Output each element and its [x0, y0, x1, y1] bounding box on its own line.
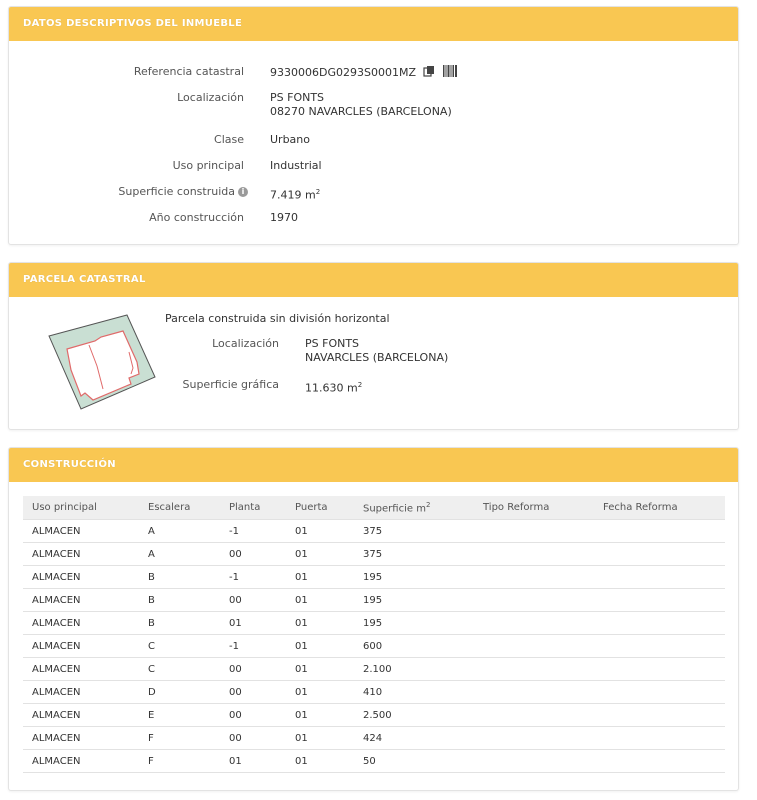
cell-planta: 00: [220, 543, 286, 566]
cell-uso-principal: ALMACEN: [23, 635, 139, 658]
table-row: [23, 566, 725, 589]
cell-uso-principal: ALMACEN: [23, 727, 139, 750]
cell-planta: 00: [220, 727, 286, 750]
cell-fecha-reforma: [594, 750, 725, 773]
cell-uso-principal: ALMACEN: [23, 589, 139, 612]
cell-puerta: 01: [286, 704, 354, 727]
cell-puerta: 01: [286, 566, 354, 589]
cell-uso-principal: ALMACEN: [23, 681, 139, 704]
construccion-table: [23, 496, 725, 773]
col-planta[interactable]: Planta: [220, 496, 286, 520]
parcela-descripcion: Parcela construida sin división horizontal: [165, 312, 390, 325]
col-superficie-unit: 2: [425, 500, 431, 509]
table-row: [23, 658, 725, 681]
table-row: [23, 543, 725, 566]
referencia-catastral-label: Referencia catastral: [133, 65, 244, 78]
clase-label: Clase: [214, 133, 244, 146]
cell-tipo-reforma: [474, 543, 594, 566]
superficie-construida-value: 7.419 m: [270, 188, 316, 202]
cell-uso-principal: ALMACEN: [23, 612, 139, 635]
cell-escalera: B: [139, 589, 220, 612]
parcela-localizacion-line2: NAVARCLES (BARCELONA): [305, 351, 449, 364]
cell-tipo-reforma: [474, 658, 594, 681]
cell-escalera: F: [139, 727, 220, 750]
col-escalera[interactable]: Escalera: [139, 496, 220, 520]
construccion-panel: [8, 447, 739, 791]
col-superficie[interactable]: [354, 496, 474, 520]
cell-escalera: B: [139, 566, 220, 589]
col-puerta[interactable]: Puerta: [286, 496, 354, 520]
cell-fecha-reforma: [594, 589, 725, 612]
cell-fecha-reforma: [594, 681, 725, 704]
cell-tipo-reforma: [474, 589, 594, 612]
cell-superficie: 375: [354, 520, 474, 543]
cell-escalera: A: [139, 543, 220, 566]
cell-puerta: 01: [286, 520, 354, 543]
cell-puerta: 01: [286, 750, 354, 773]
cell-tipo-reforma: [474, 566, 594, 589]
localizacion-line2: 08270 NAVARCLES (BARCELONA): [270, 105, 452, 118]
cell-planta: 00: [220, 658, 286, 681]
cell-uso-principal: ALMACEN: [23, 543, 139, 566]
table-row: [23, 727, 725, 750]
parcela-localizacion-label: Localización: [212, 337, 279, 350]
parcela-catastral-title: PARCELA CATASTRAL: [9, 263, 738, 297]
construccion-title: CONSTRUCCIÓN: [9, 448, 738, 482]
referencia-catastral-row: [270, 65, 457, 81]
anio-construccion-value: 1970: [270, 211, 298, 224]
cell-fecha-reforma: [594, 658, 725, 681]
cell-superficie: 424: [354, 727, 474, 750]
cell-planta: -1: [220, 520, 286, 543]
cell-planta: 01: [220, 750, 286, 773]
cell-planta: -1: [220, 566, 286, 589]
cell-escalera: B: [139, 612, 220, 635]
cell-superficie: 2.500: [354, 704, 474, 727]
table-row: [23, 520, 725, 543]
cell-superficie: 410: [354, 681, 474, 704]
col-tipo-reforma[interactable]: Tipo Reforma: [474, 496, 594, 520]
cell-superficie: 600: [354, 635, 474, 658]
datos-descriptivos-title: DATOS DESCRIPTIVOS DEL INMUEBLE: [9, 7, 738, 41]
table-header-row: [23, 496, 725, 520]
datos-descriptivos-panel: [8, 6, 739, 245]
table-row: [23, 612, 725, 635]
cell-escalera: A: [139, 520, 220, 543]
info-icon[interactable]: i: [238, 187, 248, 197]
cell-puerta: 01: [286, 635, 354, 658]
localizacion-label: Localización: [177, 91, 244, 104]
uso-principal-value: Industrial: [270, 159, 322, 172]
cell-superficie: 375: [354, 543, 474, 566]
cell-escalera: D: [139, 681, 220, 704]
cell-escalera: E: [139, 704, 220, 727]
cell-planta: -1: [220, 635, 286, 658]
cell-fecha-reforma: [594, 520, 725, 543]
table-row: [23, 635, 725, 658]
localizacion-line1: PS FONTS: [270, 91, 325, 104]
superficie-construida-value-row: [270, 185, 320, 203]
uso-principal-label: Uso principal: [172, 159, 244, 172]
cell-fecha-reforma: [594, 612, 725, 635]
superficie-construida-row-label: [118, 185, 248, 199]
cell-tipo-reforma: [474, 612, 594, 635]
cell-tipo-reforma: [474, 520, 594, 543]
table-row: [23, 704, 725, 727]
cell-planta: 00: [220, 681, 286, 704]
cell-escalera: C: [139, 635, 220, 658]
cell-tipo-reforma: [474, 727, 594, 750]
cell-puerta: 01: [286, 727, 354, 750]
cell-puerta: 01: [286, 612, 354, 635]
parcel-map[interactable]: [45, 312, 161, 412]
superficie-construida-unit: 2: [315, 188, 321, 196]
col-uso-principal[interactable]: Uso principal: [23, 496, 139, 520]
parcela-catastral-panel: [8, 262, 739, 430]
cell-superficie: 195: [354, 589, 474, 612]
superficie-construida-label: Superficie construida: [118, 185, 235, 198]
superficie-grafica-value: 11.630 m: [305, 381, 358, 395]
cell-fecha-reforma: [594, 635, 725, 658]
anio-construccion-label: Año construcción: [149, 211, 244, 224]
table-row: [23, 750, 725, 773]
col-fecha-reforma[interactable]: Fecha Reforma: [594, 496, 725, 520]
superficie-grafica-label: Superficie gráfica: [182, 378, 279, 391]
cell-puerta: 01: [286, 658, 354, 681]
superficie-grafica-unit: 2: [357, 381, 363, 389]
cell-fecha-reforma: [594, 543, 725, 566]
cell-puerta: 01: [286, 589, 354, 612]
superficie-grafica-value-row: [305, 378, 362, 396]
cell-uso-principal: ALMACEN: [23, 520, 139, 543]
cell-fecha-reforma: [594, 566, 725, 589]
cell-superficie: 195: [354, 566, 474, 589]
parcela-localizacion-line1: PS FONTS: [305, 337, 360, 350]
cell-puerta: 01: [286, 681, 354, 704]
cell-planta: 00: [220, 704, 286, 727]
cell-uso-principal: ALMACEN: [23, 658, 139, 681]
cell-fecha-reforma: [594, 727, 725, 750]
cell-uso-principal: ALMACEN: [23, 750, 139, 773]
cell-fecha-reforma: [594, 704, 725, 727]
table-row: [23, 681, 725, 704]
cell-uso-principal: ALMACEN: [23, 566, 139, 589]
cell-tipo-reforma: [474, 681, 594, 704]
cell-superficie: 2.100: [354, 658, 474, 681]
clase-value: Urbano: [270, 133, 310, 146]
cell-puerta: 01: [286, 543, 354, 566]
cell-tipo-reforma: [474, 635, 594, 658]
cell-tipo-reforma: [474, 704, 594, 727]
cell-superficie: 50: [354, 750, 474, 773]
table-row: [23, 589, 725, 612]
referencia-catastral-value: 9330006DG0293S0001MZ: [270, 66, 416, 79]
cell-planta: 01: [220, 612, 286, 635]
cell-planta: 00: [220, 589, 286, 612]
barcode-icon[interactable]: [443, 65, 457, 81]
construccion-table-body: [23, 520, 725, 773]
cell-superficie: 195: [354, 612, 474, 635]
cell-escalera: C: [139, 658, 220, 681]
cell-escalera: F: [139, 750, 220, 773]
cell-uso-principal: ALMACEN: [23, 704, 139, 727]
copy-icon[interactable]: [423, 65, 435, 81]
col-superficie-label: Superficie m: [363, 503, 426, 515]
cell-tipo-reforma: [474, 750, 594, 773]
